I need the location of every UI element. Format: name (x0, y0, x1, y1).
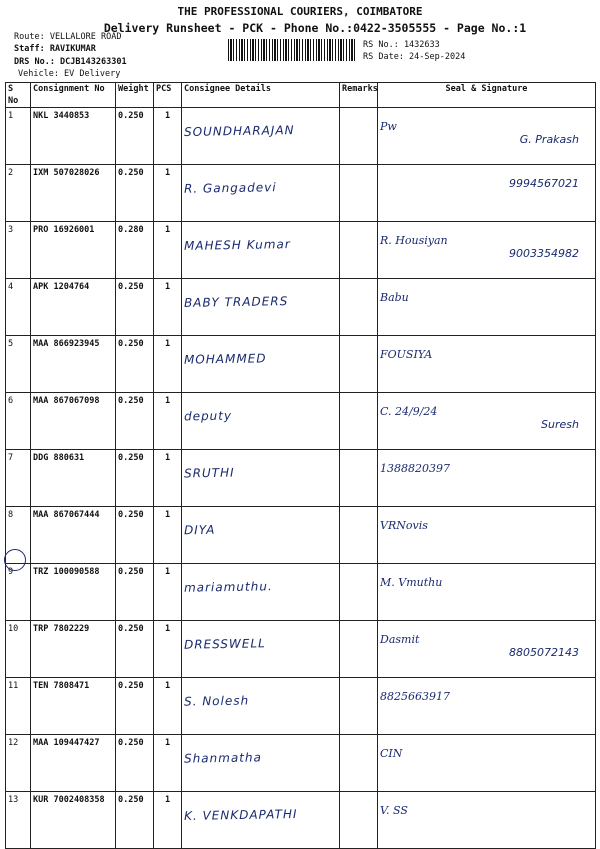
signature-text: V. SS (380, 804, 408, 817)
consignee-handwritten-name: DRESSWELL (183, 636, 266, 652)
seal-signature (378, 678, 596, 735)
pcs: 1 (154, 792, 182, 849)
weight: 0.250 (116, 564, 154, 621)
remarks (340, 222, 378, 279)
seal-signature (378, 165, 596, 222)
seal-signature (378, 507, 596, 564)
row-sno: 2 (6, 165, 31, 222)
row-sno: 12 (6, 735, 31, 792)
weight: 0.250 (116, 621, 154, 678)
table-row (6, 279, 596, 336)
row-sno: 8 (6, 507, 31, 564)
table-row (6, 792, 596, 849)
remarks (340, 450, 378, 507)
consignment-no: NKL 3440853 (31, 108, 116, 165)
weight: 0.250 (116, 336, 154, 393)
consignment-no: TEN 7808471 (31, 678, 116, 735)
signature-text: 8825663917 (380, 690, 450, 703)
consignment-no: DDG 880631 (31, 450, 116, 507)
signature-text: 1388820397 (380, 462, 450, 475)
company-title: THE PROFESSIONAL COURIERS, COIMBATORE (177, 5, 423, 18)
pcs: 1 (154, 621, 182, 678)
row-sno: 10 (6, 621, 31, 678)
pcs: 1 (154, 279, 182, 336)
table-row (6, 678, 596, 735)
consignee-details (182, 165, 340, 222)
col-header-consignment: Consignment No (31, 83, 116, 108)
consignee-details (182, 222, 340, 279)
consignee-details (182, 735, 340, 792)
row-sno: 4 (6, 279, 31, 336)
pcs: 1 (154, 222, 182, 279)
col-header-sno: S No (6, 83, 31, 108)
vehicle-label: Vehicle: EV Delivery (18, 69, 121, 79)
signature-text: Babu (380, 291, 409, 304)
consignee-handwritten-name: deputy (183, 408, 233, 424)
row-12-circle-mark (4, 549, 26, 571)
consignee-handwritten-name: BABY TRADERS (183, 294, 289, 310)
remarks (340, 336, 378, 393)
signature-text: R. Housiyan (380, 234, 448, 247)
consignee-handwritten-name: K. VENKDAPATHI (183, 807, 298, 823)
consignment-no: APK 1204764 (31, 279, 116, 336)
consignment-no: TRP 7802229 (31, 621, 116, 678)
remarks (340, 678, 378, 735)
weight: 0.250 (116, 279, 154, 336)
row-sno: 13 (6, 792, 31, 849)
consignee-details (182, 792, 340, 849)
consignment-no: MAA 866923945 (31, 336, 116, 393)
weight: 0.250 (116, 678, 154, 735)
signature-phone: G. Prakash (519, 133, 579, 146)
consignee-handwritten-name: Shanmatha (183, 750, 263, 766)
consignee-details (182, 621, 340, 678)
signature-text: M. Vmuthu (380, 576, 443, 589)
weight: 0.250 (116, 108, 154, 165)
col-header-remarks: Remarks (340, 83, 378, 108)
rs-number: RS No.: 1432633 (363, 40, 440, 50)
pcs: 1 (154, 507, 182, 564)
table-row (6, 222, 596, 279)
signature-phone: 9994567021 (509, 177, 579, 190)
consignment-no: KUR 7002408358 (31, 792, 116, 849)
pcs: 1 (154, 336, 182, 393)
remarks (340, 108, 378, 165)
weight: 0.250 (116, 507, 154, 564)
consignment-no: PRO 16926001 (31, 222, 116, 279)
table-row (6, 450, 596, 507)
signature-text: C. 24/9/24 (380, 405, 438, 418)
weight: 0.280 (116, 222, 154, 279)
remarks (340, 621, 378, 678)
signature-text: CIN (380, 747, 403, 760)
col-header-consignee: Consignee Details (182, 83, 340, 108)
drs-number: DRS No.: DCJB143263301 (14, 57, 127, 67)
col-header-signature: Seal & Signature (378, 83, 596, 108)
table-row (6, 621, 596, 678)
consignee-handwritten-name: DIYA (183, 522, 216, 538)
table-row (6, 564, 596, 621)
remarks (340, 735, 378, 792)
pcs: 1 (154, 564, 182, 621)
signature-text: Pw (380, 120, 397, 133)
seal-signature (378, 621, 596, 678)
consignee-details (182, 678, 340, 735)
staff-label: Staff: RAVIKUMAR (14, 44, 96, 54)
weight: 0.250 (116, 792, 154, 849)
table-row (6, 336, 596, 393)
col-header-pcs: PCS (154, 83, 182, 108)
consignee-handwritten-name: SRUTHI (183, 465, 235, 481)
col-header-weight: Weight (116, 83, 154, 108)
rs-date: RS Date: 24-Sep-2024 (363, 52, 466, 62)
signature-phone: 9003354982 (509, 247, 579, 260)
remarks (340, 792, 378, 849)
row-sno: 3 (6, 222, 31, 279)
signature-phone: Suresh (541, 418, 579, 431)
table-header-row (6, 83, 596, 108)
table-row (6, 165, 596, 222)
row-sno: 5 (6, 336, 31, 393)
runsheet-title: Delivery Runsheet - PCK - Phone No.:0422-3505555 - Page No.:1 (103, 21, 527, 35)
route-label: Route: VELLALORE ROAD (14, 32, 122, 42)
consignee-details (182, 279, 340, 336)
row-sno: 1 (6, 108, 31, 165)
barcode (228, 39, 356, 61)
weight: 0.250 (116, 735, 154, 792)
seal-signature (378, 735, 596, 792)
seal-signature (378, 792, 596, 849)
seal-signature (378, 222, 596, 279)
consignee-details (182, 336, 340, 393)
seal-signature (378, 450, 596, 507)
remarks (340, 279, 378, 336)
weight: 0.250 (116, 165, 154, 222)
runsheet-table (5, 82, 596, 849)
seal-signature (378, 564, 596, 621)
row-sno: 9 (6, 564, 31, 621)
consignment-no: MAA 867067098 (31, 393, 116, 450)
seal-signature (378, 279, 596, 336)
table-row (6, 507, 596, 564)
seal-signature (378, 336, 596, 393)
seal-signature (378, 393, 596, 450)
table-row (6, 735, 596, 792)
consignee-details (182, 393, 340, 450)
remarks (340, 507, 378, 564)
consignee-handwritten-name: mariamuthu. (183, 579, 273, 595)
consignment-no: TRZ 100090588 (31, 564, 116, 621)
consignee-details (182, 108, 340, 165)
pcs: 1 (154, 393, 182, 450)
consignee-handwritten-name: MAHESH Kumar (183, 237, 291, 253)
consignment-no: IXM 507028026 (31, 165, 116, 222)
table-row (6, 393, 596, 450)
consignment-no: MAA 867067444 (31, 507, 116, 564)
weight: 0.250 (116, 450, 154, 507)
remarks (340, 165, 378, 222)
remarks (340, 393, 378, 450)
remarks (340, 564, 378, 621)
row-sno: 6 (6, 393, 31, 450)
pcs: 1 (154, 165, 182, 222)
row-sno: 7 (6, 450, 31, 507)
weight: 0.250 (116, 393, 154, 450)
consignee-handwritten-name: MOHAMMED (183, 351, 267, 367)
consignee-handwritten-name: S. Nolesh (183, 693, 250, 709)
consignee-handwritten-name: R. Gangadevi (183, 180, 277, 196)
consignment-no: MAA 109447427 (31, 735, 116, 792)
consignee-details (182, 564, 340, 621)
row-sno: 11 (6, 678, 31, 735)
signature-phone: 8805072143 (509, 646, 579, 659)
signature-text: Dasmit (380, 633, 420, 646)
pcs: 1 (154, 735, 182, 792)
signature-text: FOUSIYA (380, 348, 433, 361)
seal-signature (378, 108, 596, 165)
pcs: 1 (154, 450, 182, 507)
consignee-details (182, 450, 340, 507)
pcs: 1 (154, 108, 182, 165)
consignee-handwritten-name: SOUNDHARAJAN (183, 123, 295, 139)
signature-text: VRNovis (380, 519, 428, 532)
table-row (6, 108, 596, 165)
pcs: 1 (154, 678, 182, 735)
consignee-details (182, 507, 340, 564)
